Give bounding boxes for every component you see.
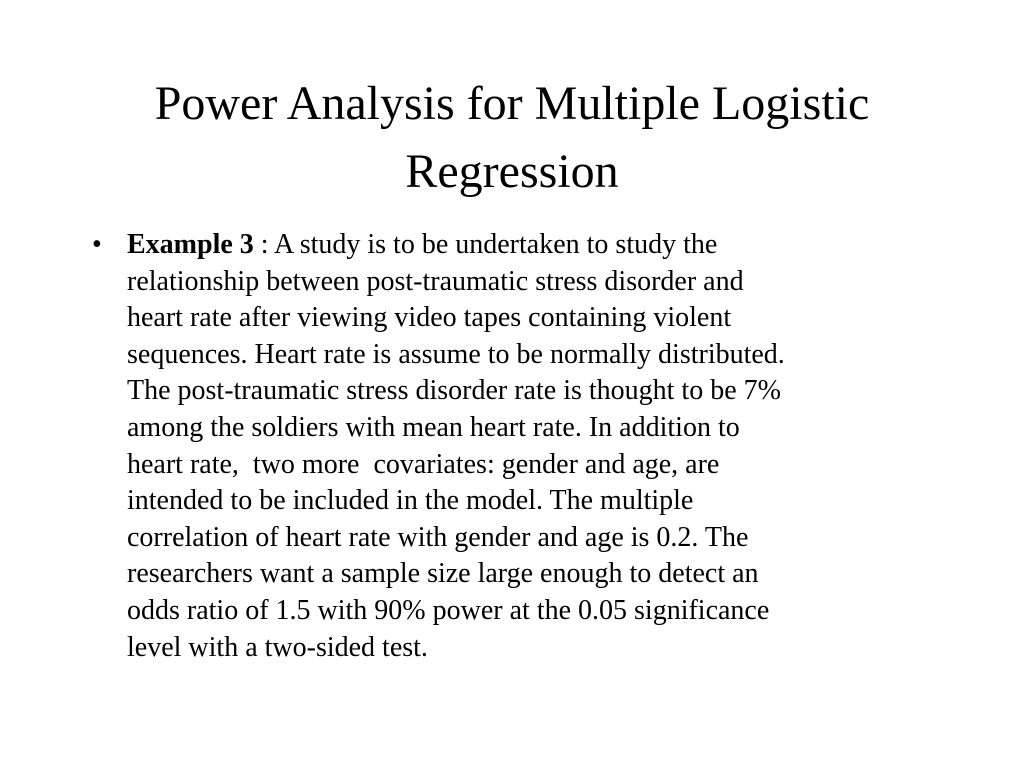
bullet-line-10: researchers want a sample size large enough to detect an xyxy=(127,558,759,590)
bullet-line-9: correlation of heart rate with gender and age is 0.2. The xyxy=(127,521,749,553)
example-label: Example 3 xyxy=(127,229,254,260)
bullet-item-example-3 xyxy=(92,227,952,666)
bullet-line-1-rest: : A study is to be undertaken to study the xyxy=(253,229,718,260)
bullet-line-4: sequences. Heart rate is assume to be normally distributed. xyxy=(127,338,785,370)
bullet-line-2: relationship between post-traumatic stress disorder and xyxy=(127,265,744,297)
bullet-line-5: The post-traumatic stress disorder rate is thought to be 7% xyxy=(127,375,781,407)
slide-title xyxy=(60,70,964,206)
bullet-dot-icon: • xyxy=(92,229,102,260)
bullet-line-1 xyxy=(127,227,952,264)
bullet-line-3: heart rate after viewing video tapes containing violent xyxy=(127,302,732,334)
slide-title-line-2: Regression xyxy=(405,145,619,198)
bullet-line-8: intended to be included in the model. The multiple xyxy=(127,485,694,517)
bullet-line-12: level with a two-sided test. xyxy=(127,631,428,663)
bullet-line-7: heart rate, two more covariates: gender and age, are xyxy=(127,448,720,480)
bullet-line-11: odds ratio of 1.5 with 90% power at the 0.05 significance xyxy=(127,594,770,626)
bullet-text xyxy=(127,227,952,666)
slide-title-line-1: Power Analysis for Multiple Logistic xyxy=(154,77,870,130)
bullet-list xyxy=(92,227,952,666)
bullet-line-6: among the soldiers with mean heart rate. In addition to xyxy=(127,411,740,443)
